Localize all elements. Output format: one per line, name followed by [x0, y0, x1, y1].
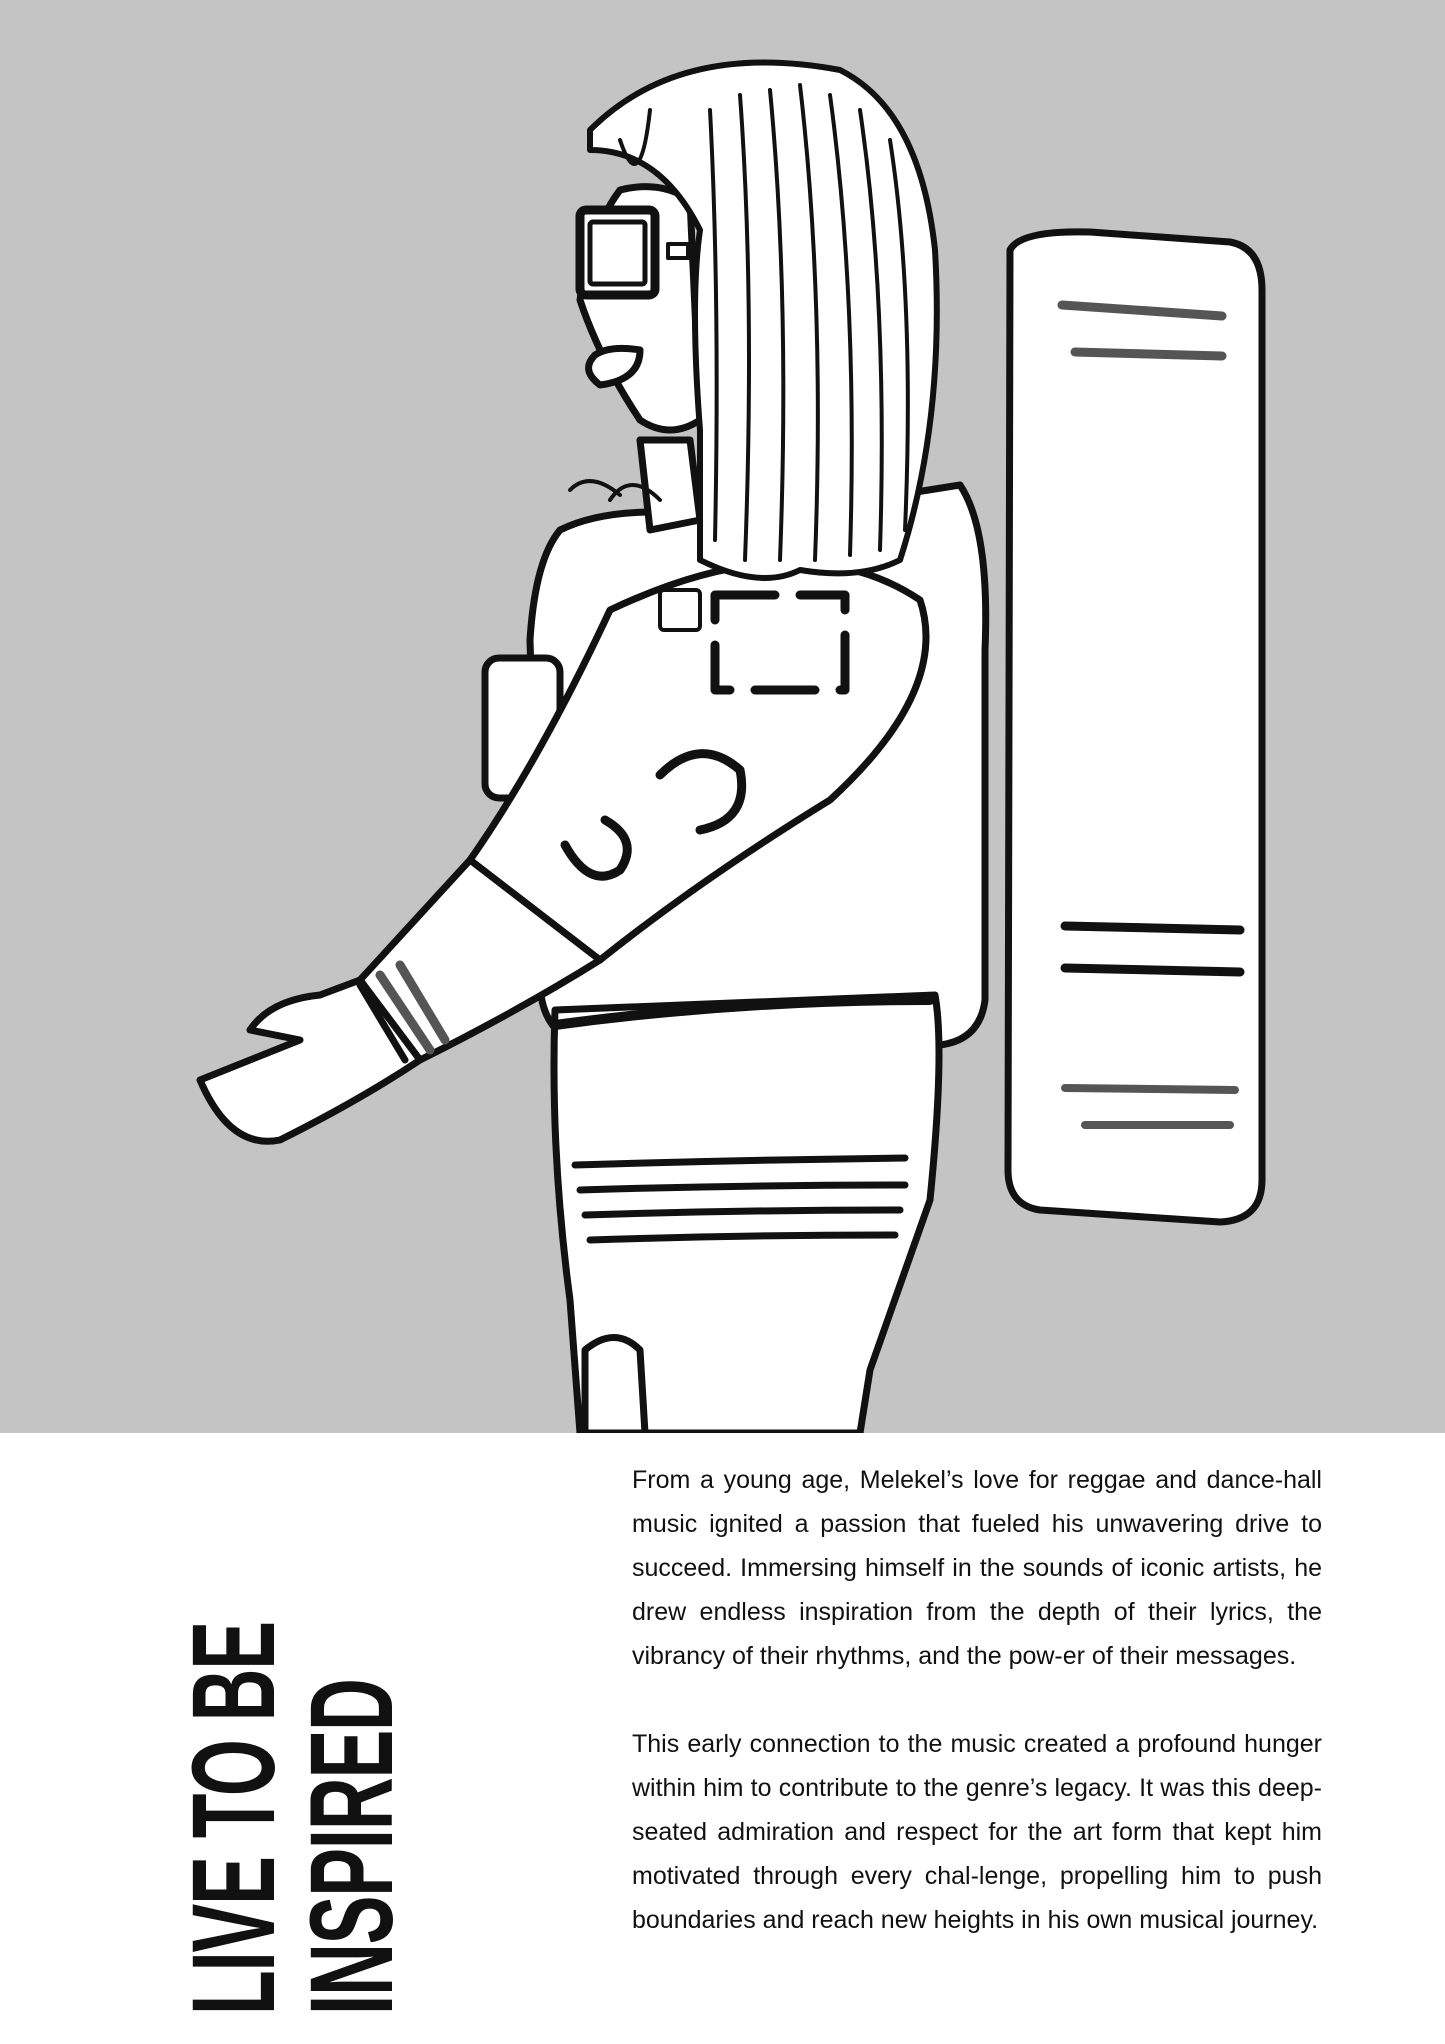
body-copy — [632, 1458, 1322, 1986]
headline — [168, 1465, 435, 2015]
headline-line-2: INSPIRED — [286, 1679, 418, 2015]
headline-line-1: LIVE TO BE — [168, 1622, 300, 2015]
body-paragraph-2: This early connection to the music created a profound hunger within him to contribute to the genre’s legacy. It was this deep-seated admiration and respect for the art form that kept him motivated through every chal-lenge, propelling him to push boundaries and reach new heights in his own musical journey. — [632, 1730, 1322, 1934]
body-paragraph-1: From a young age, Melekel’s love for reggae and dance-hall music ignited a passion that fueled his unwavering drive to succeed. Immersing himself in the sounds of iconic artists, he drew endless inspiration from the depth of their lyrics, the vibrancy of their rhythms, and the pow-er of their messages. — [632, 1466, 1322, 1670]
guitar-case-shape — [1008, 232, 1262, 1222]
headline-block — [168, 1465, 435, 2015]
